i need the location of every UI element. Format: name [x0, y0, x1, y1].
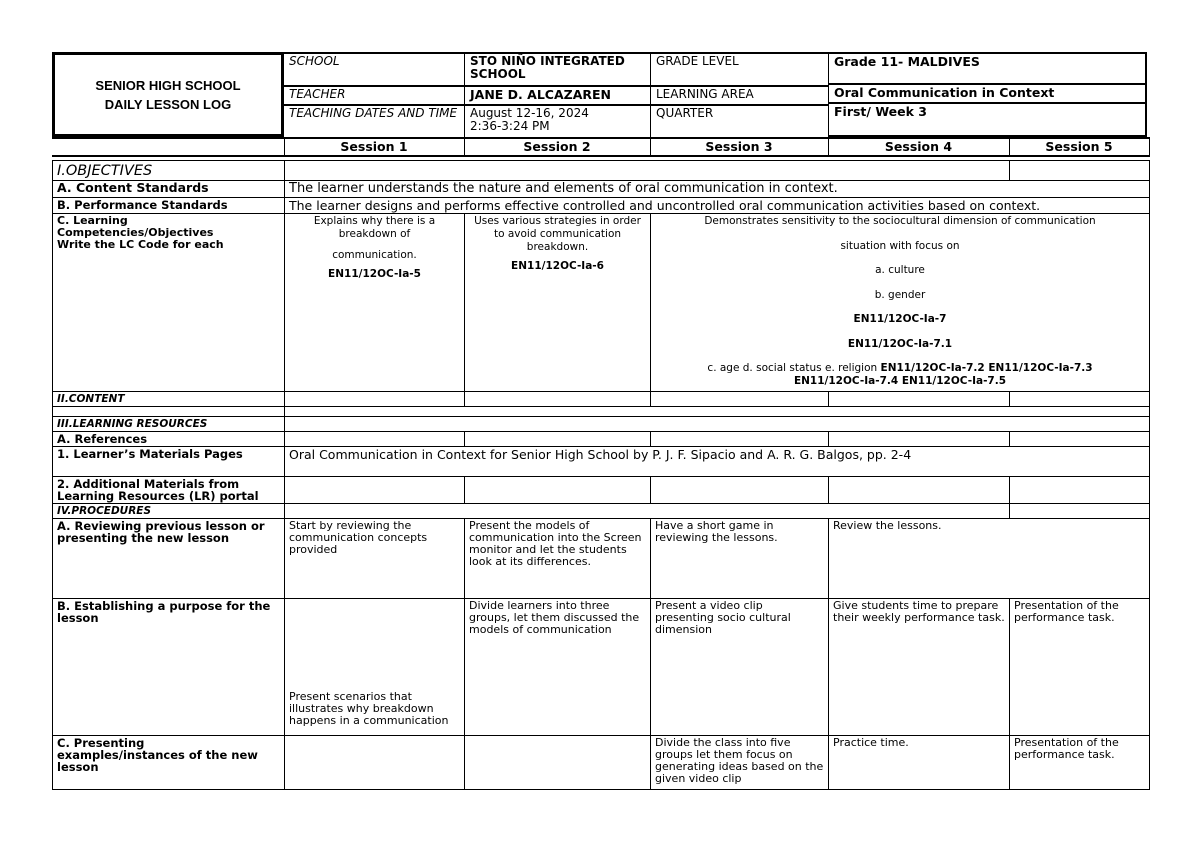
- lc3-line-2: situation with focus on: [840, 239, 960, 252]
- empty-cell: [285, 407, 1150, 417]
- lc3-line-3: a. culture: [875, 264, 925, 276]
- content-standards-text: The learner understands the nature and elements of oral communication in context.: [285, 181, 1150, 198]
- lc-label-line-1: C. Learning: [57, 214, 128, 227]
- learning-resources-row: [53, 417, 1150, 432]
- area-value: Oral Communication in Context: [828, 85, 1147, 104]
- sessions-header-table: [52, 137, 1150, 157]
- reviewing-session-3: Have a short game in reviewing the lessons.: [651, 519, 829, 599]
- performance-standards-row: [53, 198, 1150, 214]
- dates-value-line-1: August 12-16, 2024: [470, 106, 589, 120]
- content-standards-row: [53, 181, 1150, 198]
- empty-cell: [285, 504, 1010, 519]
- empty-cell: [285, 736, 465, 790]
- procedures-title: IV.PROCEDURES: [53, 504, 285, 519]
- references-label: A. References: [53, 432, 285, 447]
- lc1-code: EN11/12OC-Ia-5: [328, 268, 421, 280]
- teacher-value: JANE D. ALCAZAREN: [464, 85, 650, 104]
- reviewing-label-line-2: presenting the new lesson: [57, 531, 230, 545]
- learners-materials-text: Oral Communication in Context for Senior High School by P. J. F. Sipacio and A. R. G. Balgos, pp. 2-4: [285, 447, 1150, 477]
- reviewing-row: [53, 519, 1150, 599]
- empty-cell: [53, 407, 285, 417]
- sessions-header-spacer: [52, 138, 284, 156]
- references-row: [53, 432, 1150, 447]
- empty-cell: [651, 477, 829, 504]
- purpose-session-4: Give students time to prepare their weekly performance task.: [829, 599, 1010, 736]
- quarter-value: First/ Week 3: [828, 104, 1147, 137]
- empty-cell: [829, 432, 1010, 447]
- reviewing-label-line-1: A. Reviewing previous lesson or: [57, 519, 265, 533]
- lc-session-1: [285, 214, 465, 392]
- lc-label-line-2: Competencies/Objectives: [57, 226, 214, 239]
- empty-cell: [1010, 432, 1150, 447]
- presenting-session-3: Divide the class into five groups let them focus on generating ideas based on the given video clip: [651, 736, 829, 790]
- session-1-header: Session 1: [284, 138, 464, 156]
- reviewing-session-1: Start by reviewing the communication concepts provided: [285, 519, 465, 599]
- lc2-code: EN11/12OC-Ia-6: [511, 260, 604, 272]
- presenting-session-5: Presentation of the performance task.: [1010, 736, 1150, 790]
- learning-resources-title: III.LEARNING RESOURCES: [53, 417, 285, 432]
- session-2-header: Session 2: [464, 138, 650, 156]
- content-title: II.CONTENT: [53, 392, 285, 407]
- empty-cell: [285, 392, 465, 407]
- lc3-line-5-codes: EN11/12OC-Ia-7.2 EN11/12OC-Ia-7.3: [880, 362, 1093, 374]
- empty-cell: [285, 477, 465, 504]
- school-label: SCHOOL: [284, 52, 464, 85]
- lc3-line-1: Demonstrates sensitivity to the sociocultural dimension of communication: [704, 215, 1096, 227]
- purpose-label-line-2: lesson: [57, 611, 99, 625]
- empty-cell: [285, 417, 1150, 432]
- presenting-label-line-2: examples/instances of the new: [57, 748, 258, 762]
- empty-cell: [465, 736, 651, 790]
- empty-cell: [465, 432, 651, 447]
- learning-competencies-row: [53, 214, 1150, 392]
- empty-cell: [1010, 477, 1150, 504]
- performance-standards-label: B. Performance Standards: [53, 198, 285, 214]
- presenting-label-line-3: lesson: [57, 760, 99, 774]
- additional-materials-label: [53, 477, 285, 504]
- lc3-code-1: EN11/12OC-Ia-7: [853, 313, 947, 325]
- reviewing-label: [53, 519, 285, 599]
- session-4-header: Session 4: [828, 138, 1009, 156]
- lc-sessions-3-5: [651, 214, 1150, 392]
- grade-value: Grade 11- MALDIVES: [828, 52, 1147, 85]
- presenting-label-line-1: C. Presenting: [57, 736, 145, 750]
- lesson-log-table: [52, 160, 1150, 790]
- empty-cell: [285, 432, 465, 447]
- learning-competencies-label: [53, 214, 285, 392]
- empty-cell: [285, 161, 1010, 181]
- empty-cell: [651, 392, 829, 407]
- reviewing-session-4-5: Review the lessons.: [829, 519, 1150, 599]
- lc3-line-5-text: c. age d. social status e. religion: [707, 362, 878, 374]
- procedures-row: [53, 504, 1150, 519]
- reviewing-session-2: Present the models of communication into the Screen monitor and let the students look at its differences.: [465, 519, 651, 599]
- purpose-label: [53, 599, 285, 736]
- spacer-row: [53, 407, 1150, 417]
- presenting-row: [53, 736, 1150, 790]
- presenting-label: [53, 736, 285, 790]
- lc3-line-6-codes: EN11/12OC-Ia-7.4 EN11/12OC-Ia-7.5: [793, 374, 1007, 387]
- empty-cell: [829, 392, 1010, 407]
- title-line-2: DAILY LESSON LOG: [104, 96, 232, 112]
- title-line-1: SENIOR HIGH SCHOOL: [95, 77, 241, 93]
- content-row: [53, 392, 1150, 407]
- lc2-text: Uses various strategies in order to avoid communication breakdown.: [474, 215, 641, 253]
- document-title: [52, 52, 284, 137]
- presenting-session-4: Practice time.: [829, 736, 1010, 790]
- empty-cell: [1010, 504, 1150, 519]
- additional-label-line-2: Learning Resources (LR) portal: [57, 489, 259, 503]
- dates-value-line-2: 2:36-3:24 PM: [470, 119, 550, 133]
- school-value: STO NIÑO INTEGRATED SCHOOL: [464, 52, 650, 85]
- dates-value: [464, 104, 650, 137]
- learners-materials-row: [53, 447, 1150, 477]
- empty-cell: [465, 477, 651, 504]
- empty-cell: [465, 392, 651, 407]
- lc-session-2: [465, 214, 651, 392]
- objectives-row: [53, 161, 1150, 181]
- lc1-text: Explains why there is a breakdown of: [313, 215, 436, 240]
- empty-cell: [1010, 161, 1150, 181]
- purpose-session-5: Presentation of the performance task.: [1010, 599, 1150, 736]
- purpose-session-1: Present scenarios that illustrates why breakdown happens in a communication: [285, 599, 465, 736]
- grade-label: GRADE LEVEL: [650, 52, 828, 85]
- session-5-header: Session 5: [1009, 138, 1149, 156]
- content-standards-label: A. Content Standards: [53, 181, 285, 198]
- quarter-label: QUARTER: [650, 104, 828, 137]
- objectives-title: I.OBJECTIVES: [53, 161, 285, 181]
- teacher-label: TEACHER: [284, 85, 464, 104]
- performance-standards-text: The learner designs and performs effective controlled and uncontrolled oral communication activities based on context.: [285, 198, 1150, 214]
- purpose-session-3: Present a video clip presenting socio cultural dimension: [651, 599, 829, 736]
- purpose-session-2: Divide learners into three groups, let them discussed the models of communication: [465, 599, 651, 736]
- session-3-header: Session 3: [650, 138, 828, 156]
- area-label: LEARNING AREA: [650, 85, 828, 104]
- lc3-code-2: EN11/12OC-Ia-7.1: [847, 337, 953, 350]
- lc1-text-2: communication.: [332, 249, 417, 261]
- additional-materials-row: [53, 477, 1150, 504]
- lc-label-line-3: Write the LC Code for each: [57, 238, 224, 251]
- empty-cell: [651, 432, 829, 447]
- learners-materials-label: 1. Learner’s Materials Pages: [53, 447, 285, 477]
- empty-cell: [1010, 392, 1150, 407]
- dates-label: TEACHING DATES AND TIME: [284, 104, 464, 137]
- additional-label-line-1: 2. Additional Materials from: [57, 477, 240, 491]
- lc3-line-4: b. gender: [874, 288, 926, 301]
- purpose-row: [53, 599, 1150, 736]
- empty-cell: [829, 477, 1010, 504]
- purpose-label-line-1: B. Establishing a purpose for the: [57, 599, 271, 613]
